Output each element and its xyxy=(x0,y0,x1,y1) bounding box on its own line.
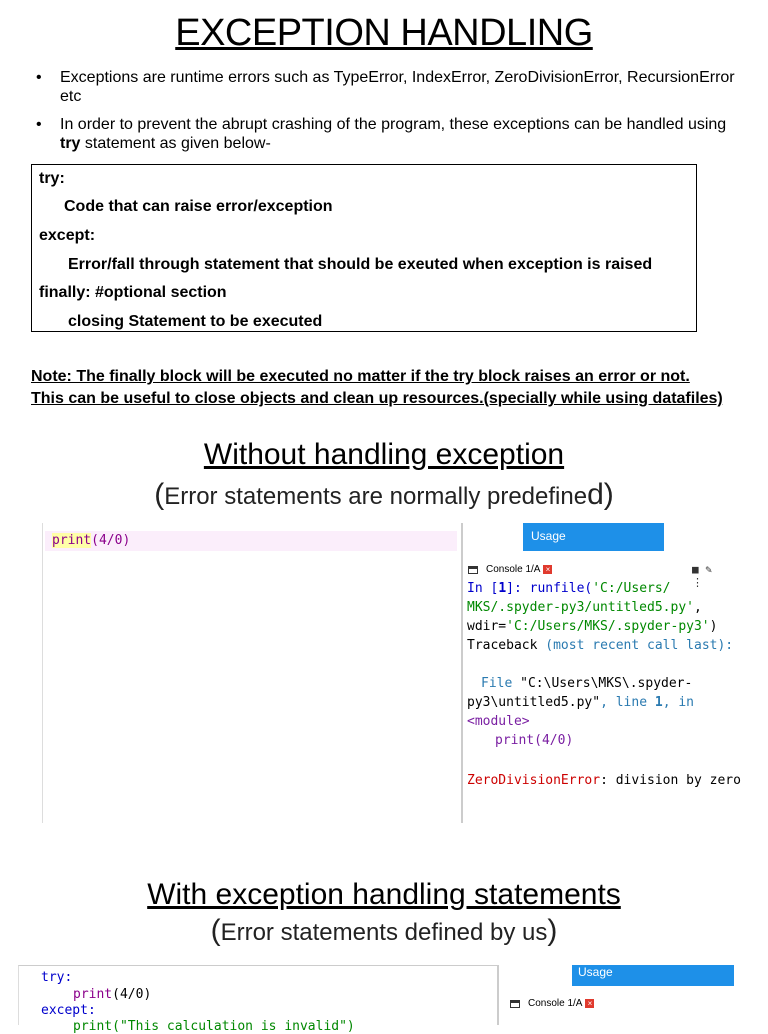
code-line: try: xyxy=(41,970,73,985)
console-line xyxy=(467,617,717,636)
console-line xyxy=(467,771,741,790)
note-line: Note: The finally block will be executed no matter if the try block raises an error or not. xyxy=(31,368,690,385)
code-token: print xyxy=(73,987,113,1002)
intro-bullets xyxy=(36,68,736,162)
console-token: : division by zero xyxy=(600,773,741,788)
syntax-except-body: Error/fall through statement that should be exeuted when exception is raised xyxy=(68,256,653,273)
console-token: 1 xyxy=(654,695,663,710)
code-line xyxy=(73,987,151,1002)
console-token: Traceback xyxy=(467,638,546,653)
console-token: (most recent call last): xyxy=(545,638,734,653)
bullet-text-part: statement as given below- xyxy=(80,135,271,152)
console-token: "C:\Users\MKS\.spyder- xyxy=(520,676,693,691)
usage-tab[interactable]: Usage xyxy=(572,965,734,986)
syntax-finally-body: closing Statement to be executed xyxy=(68,313,323,330)
window-icon xyxy=(468,566,478,574)
console-pane-2 xyxy=(506,965,750,1024)
code-token: print xyxy=(52,533,92,548)
code-line: except: xyxy=(41,1003,96,1018)
console-token: 1 xyxy=(498,581,507,596)
bullet-text: Exceptions are runtime errors such as TypeError, IndexError, ZeroDivisionError, RecursionError etc xyxy=(60,69,735,105)
paren: d) xyxy=(587,478,614,511)
syntax-except: except: xyxy=(39,227,96,244)
code-token: (4/0) xyxy=(112,987,152,1002)
code-editor-1[interactable] xyxy=(42,523,463,823)
page-title: EXCEPTION HANDLING xyxy=(175,12,593,54)
bullet-item xyxy=(36,68,736,106)
window-icon xyxy=(510,1000,520,1008)
close-icon[interactable]: × xyxy=(585,999,594,1008)
bullet-dot-icon: • xyxy=(36,116,42,133)
section-heading-with: With exception handling statements xyxy=(147,878,621,911)
syntax-box xyxy=(31,164,697,332)
console-token: , xyxy=(693,600,702,615)
console-line xyxy=(467,693,694,712)
paren: ) xyxy=(547,914,558,947)
section-subheading-without xyxy=(0,478,768,512)
console-tools-icon[interactable]: ■ ✎ ⋮ xyxy=(692,563,712,589)
console-token: <module> xyxy=(467,714,530,729)
close-icon[interactable]: × xyxy=(543,565,552,574)
console-token: ]: runfile( xyxy=(506,581,593,596)
section-heading-without: Without handling exception xyxy=(203,438,565,471)
console-tab-label: Console 1/A xyxy=(486,564,541,575)
bullet-text xyxy=(60,115,736,153)
syntax-finally: finally: #optional section xyxy=(39,284,227,301)
note-text xyxy=(31,366,723,410)
bullet-keyword: try xyxy=(60,135,81,152)
console-token: , line xyxy=(600,695,655,710)
code-token: (4/0) xyxy=(91,533,131,548)
syntax-try-body: Code that can raise error/exception xyxy=(64,198,333,215)
console-line xyxy=(467,712,530,731)
console-token: In [ xyxy=(467,581,499,596)
console-tab[interactable] xyxy=(510,998,594,1009)
bullet-item xyxy=(36,115,736,153)
note-line: This can be useful to close objects and clean up resources.(specially while using datafiles) xyxy=(31,390,723,407)
paren: ( xyxy=(210,914,221,947)
usage-tab[interactable]: Usage xyxy=(523,523,664,551)
console-pane-1 xyxy=(465,523,741,823)
console-token: py3\untitled5.py" xyxy=(467,695,601,710)
console-line xyxy=(481,674,692,693)
section-subheading-with xyxy=(0,914,768,948)
console-tab[interactable] xyxy=(468,564,552,575)
console-token: ZeroDivisionError xyxy=(467,773,601,788)
code-editor-2[interactable] xyxy=(18,965,499,1034)
console-line xyxy=(467,579,671,598)
bullet-text-part: In order to prevent the abrupt crashing of the program, these exceptions can be handled using xyxy=(60,116,727,133)
console-token: ) xyxy=(709,619,718,634)
console-tab-label: Console 1/A xyxy=(528,998,583,1009)
syntax-try: try: xyxy=(39,170,65,187)
console-token: 'C:/Users/MKS/.spyder-py3' xyxy=(506,619,710,634)
code-line: print("This calculation is invalid") xyxy=(73,1019,355,1034)
subheading-text: Error statements defined by us xyxy=(220,919,548,946)
console-token: File xyxy=(481,676,521,691)
console-token: 'C:/Users/ xyxy=(592,581,671,596)
subheading-text: Error statements are normally predefine xyxy=(164,483,588,510)
console-line xyxy=(467,598,702,617)
console-token: MKS/.spyder-py3/untitled5.py' xyxy=(467,600,694,615)
console-token: wdir= xyxy=(467,619,507,634)
paren: ( xyxy=(154,478,165,511)
code-line xyxy=(52,533,130,548)
bullet-dot-icon: • xyxy=(36,69,42,86)
console-line: print(4/0) xyxy=(495,733,574,748)
console-line xyxy=(467,636,733,655)
console-token: , in xyxy=(662,695,694,710)
